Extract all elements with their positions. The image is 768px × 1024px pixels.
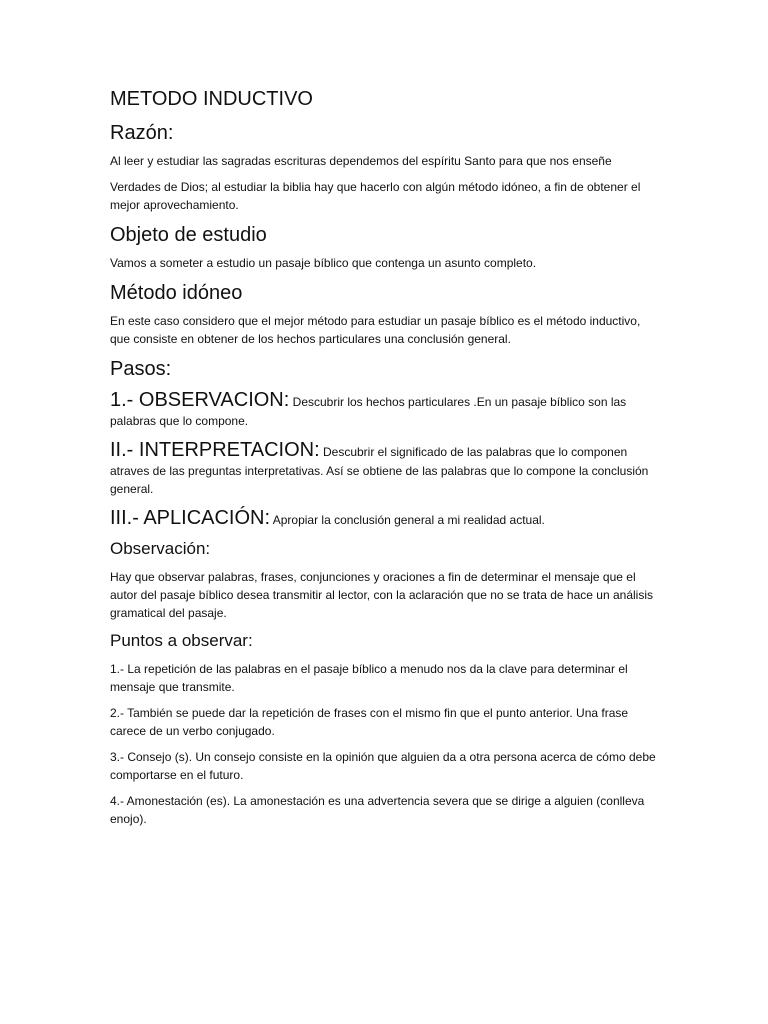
step-observacion <box>110 388 658 430</box>
step-label: III.- APLICACIÓN: <box>110 507 271 529</box>
observacion-paragraph: Hay que observar palabras, frases, conjunciones y oraciones a fin de determinar el mensaje que el autor del pasaje bíblico desea transmitir al lector, con la aclaración que no se trata de hace un análisis gramatical del pasaje. <box>110 570 653 620</box>
step-text: Descubrir el significado de las palabras que lo componen atraves de las preguntas interpretativas. Así se obtiene de las palabras que lo compone la conclusión general. <box>110 445 649 496</box>
objeto-heading: Objeto de estudio <box>110 224 267 246</box>
step-text: Apropiar la conclusión general a mi realidad actual. <box>272 513 545 527</box>
razon-paragraph-1: Al leer y estudiar las sagradas escrituras dependemos del espíritu Santo para que nos enseñe <box>110 154 612 168</box>
step-label: II.- INTERPRETACION: <box>110 439 320 461</box>
metodo-heading: Método idóneo <box>110 282 243 304</box>
observacion-heading: Observación: <box>110 539 211 558</box>
razon-paragraph-2: Verdades de Dios; al estudiar la biblia hay que hacerlo con algún método idóneo, a fin de obtener el mejor aprovechamiento. <box>110 180 641 212</box>
document-page <box>110 86 658 836</box>
razon-heading: Razón: <box>110 122 174 144</box>
step-text: Descubrir los hechos particulares .En un pasaje bíblico son las palabras que lo compone. <box>110 395 627 428</box>
metodo-paragraph: En este caso considero que el mejor método para estudiar un pasaje bíblico es el método inductivo, que consiste en obtener de los hechos particulares una conclusión general. <box>110 314 641 346</box>
document-title: METODO INDUCTIVO <box>110 88 313 110</box>
objeto-paragraph: Vamos a someter a estudio un pasaje bíblico que contenga un asunto completo. <box>110 256 537 270</box>
punto-item: 3.- Consejo (s). Un consejo consiste en la opinión que alguien da a otra persona acerca de cómo debe comportarse en el futuro. <box>110 750 656 782</box>
step-interpretacion <box>110 438 658 498</box>
punto-item: 2.- También se puede dar la repetición de frases con el mismo fin que el punto anterior. Una frase carece de un verbo conjugado. <box>110 706 629 738</box>
step-label: 1.- OBSERVACION: <box>110 389 290 411</box>
step-aplicacion <box>110 506 658 530</box>
punto-item: 4.- Amonestación (es). La amonestación es una advertencia severa que se dirige a alguien (conlleva enojo). <box>110 794 645 826</box>
pasos-heading: Pasos: <box>110 358 172 380</box>
puntos-heading: Puntos a observar: <box>110 631 253 650</box>
punto-item: 1.- La repetición de las palabras en el pasaje bíblico a menudo nos da la clave para determinar el mensaje que transmite. <box>110 662 628 694</box>
